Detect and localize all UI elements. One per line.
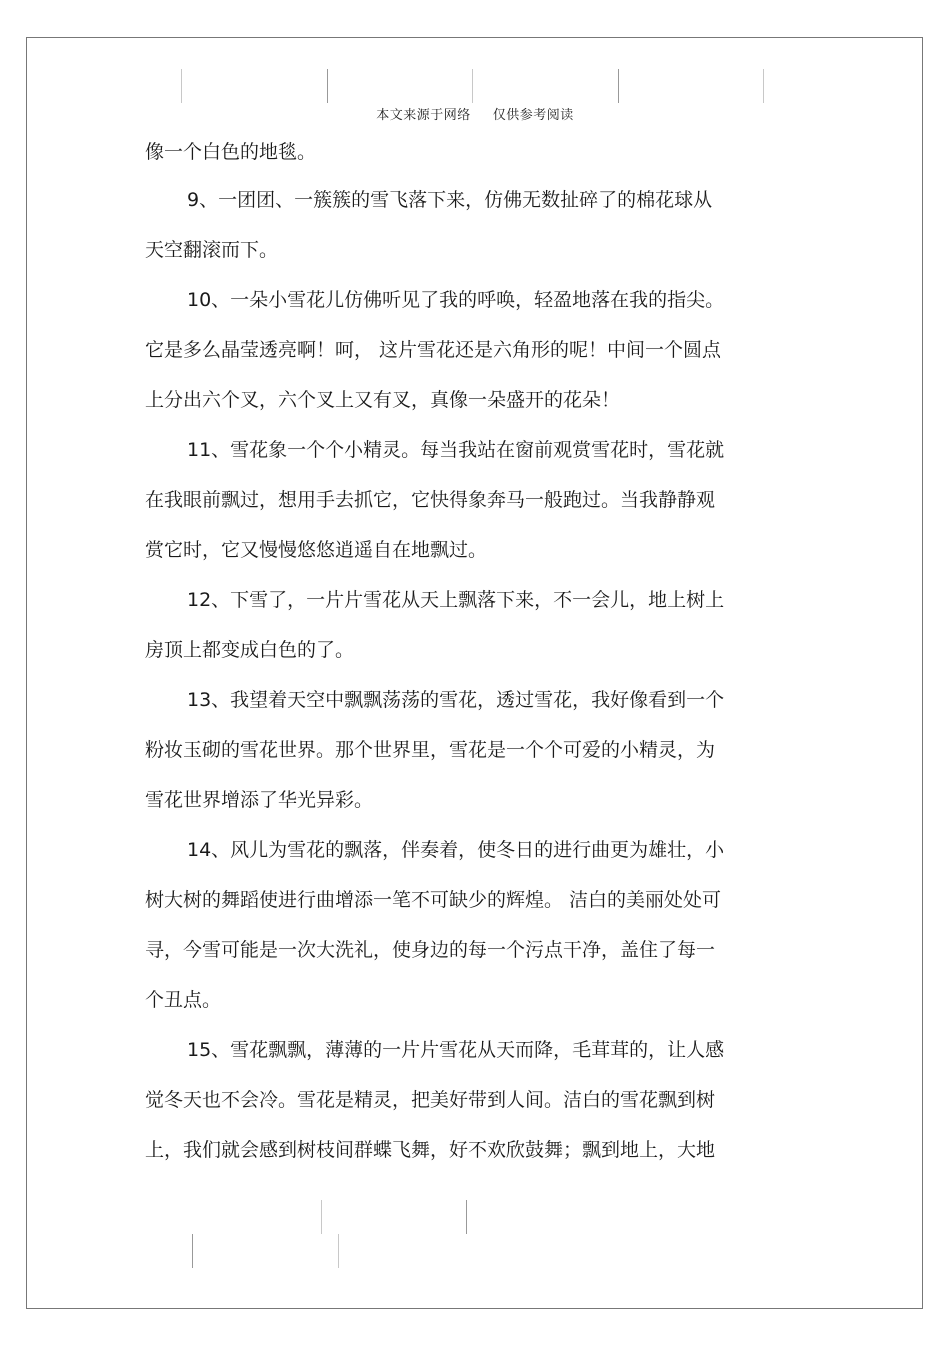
text-line: 上分出六个叉，六个叉上又有叉，真像一朵盛开的花朵！ <box>145 389 621 411</box>
text-line: 雪花世界增添了华光异彩。 <box>145 789 374 811</box>
source-note: 本文来源于网络 <box>376 108 471 123</box>
text-line: 在我眼前飘过，想用手去抓它，它快得象奔马一般跑过。当我静静观 <box>145 489 716 511</box>
scan-line <box>472 69 473 103</box>
scan-line <box>338 1234 339 1268</box>
text-line: 11、雪花象一个个小精灵。每当我站在窗前观赏雪花时，雪花就 <box>187 439 725 461</box>
text-line: 14、风儿为雪花的飘落，伴奏着，使冬日的进行曲更为雄壮，小 <box>187 839 725 861</box>
scan-line <box>181 69 182 103</box>
text-line: 上，我们就会感到树枝间群蝶飞舞，好不欢欣鼓舞；飘到地上，大地 <box>145 1139 716 1161</box>
reference-note: 仅供参考阅读 <box>492 108 574 123</box>
scan-line <box>321 1200 322 1234</box>
scan-line <box>763 69 764 103</box>
text-line: 个丑点。 <box>145 989 222 1011</box>
header-note <box>0 104 950 123</box>
text-line: 12、下雪了，一片片雪花从天上飘落下来，不一会儿，地上树上 <box>187 589 725 611</box>
text-line: 觉冬天也不会冷。雪花是精灵，把美好带到人间。洁白的雪花飘到树 <box>145 1089 716 1111</box>
text-line: 房顶上都变成白色的了。 <box>145 639 355 661</box>
text-line: 13、我望着天空中飘飘荡荡的雪花，透过雪花，我好像看到一个 <box>187 689 725 711</box>
scan-line <box>618 69 619 103</box>
page-border <box>26 37 923 1309</box>
scan-line <box>466 1200 467 1234</box>
text-line: 10、一朵小雪花儿仿佛听见了我的呼唤，轻盈地落在我的指尖。 <box>187 289 725 311</box>
text-line: 天空翻滚而下。 <box>145 239 279 261</box>
text-line: 15、雪花飘飘，薄薄的一片片雪花从天而降，毛茸茸的，让人感 <box>187 1039 725 1061</box>
scan-line <box>192 1234 193 1268</box>
text-line: 赏它时，它又慢慢悠悠逍遥自在地飘过。 <box>145 539 488 561</box>
text-line: 9、一团团、一簇簇的雪飞落下来，仿佛无数扯碎了的棉花球从 <box>187 189 713 211</box>
text-line: 粉妆玉砌的雪花世界。那个世界里，雪花是一个个可爱的小精灵，为 <box>145 739 716 761</box>
text-line: 像一个白色的地毯。 <box>145 141 317 163</box>
scan-line <box>327 69 328 103</box>
text-line: 树大树的舞蹈使进行曲增添一笔不可缺少的辉煌。 洁白的美丽处处可 <box>145 889 722 911</box>
text-line: 它是多么晶莹透亮啊！呵， 这片雪花还是六角形的呢！中间一个圆点 <box>145 339 722 361</box>
text-line: 寻，今雪可能是一次大洗礼，使身边的每一个污点干净，盖住了每一 <box>145 939 716 961</box>
